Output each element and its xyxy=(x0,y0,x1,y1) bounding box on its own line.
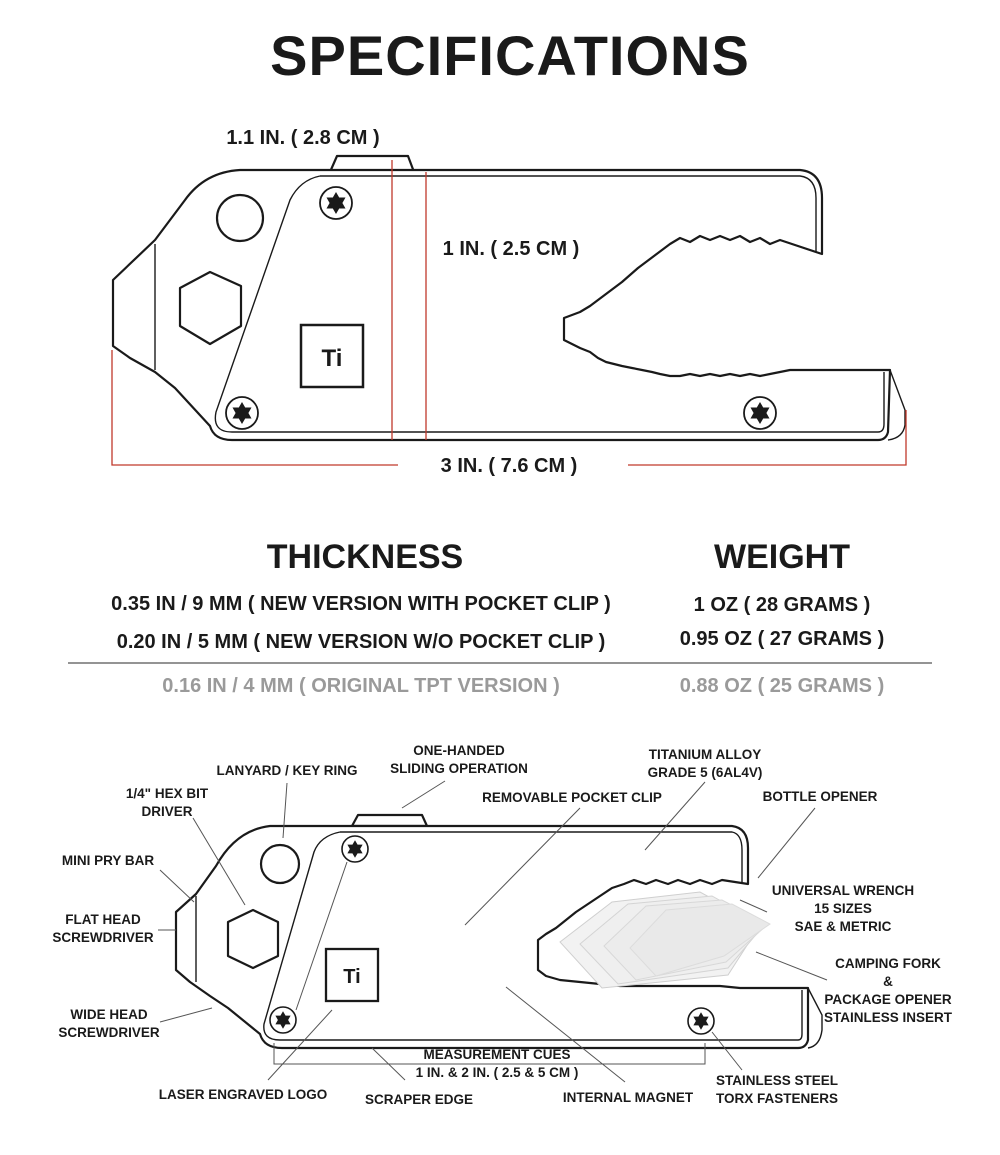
label-fork: & xyxy=(883,974,893,989)
label-wrench: 15 SIZES xyxy=(814,901,872,916)
torx-screw xyxy=(744,397,776,429)
label-hex-driver: 1/4" HEX BIT xyxy=(125,786,209,801)
leader-line xyxy=(402,781,445,808)
label-fork: PACKAGE OPENER xyxy=(824,992,952,1007)
leader-line xyxy=(758,808,815,878)
label-magnet: INTERNAL MAGNET xyxy=(562,1090,694,1105)
leader-line xyxy=(756,952,827,980)
wrench-fan xyxy=(560,892,770,988)
ti-logo: Ti xyxy=(321,345,343,372)
label-one-handed: SLIDING OPERATION xyxy=(390,761,528,776)
clip-tab xyxy=(352,815,427,826)
torx-screw xyxy=(342,836,368,862)
tool-feature-drawing xyxy=(158,781,827,1082)
page-title: SPECIFICATIONS xyxy=(270,24,750,87)
label-hex-driver: DRIVER xyxy=(141,804,193,819)
label-wide-head: SCREWDRIVER xyxy=(58,1025,160,1040)
label-titanium: GRADE 5 (6AL4V) xyxy=(647,765,763,780)
tool-dimension-drawing xyxy=(112,156,906,465)
label-pocket-clip: REMOVABLE POCKET CLIP xyxy=(482,790,662,805)
label-titanium: TITANIUM ALLOY xyxy=(648,747,762,762)
label-bottle-opener: BOTTLE OPENER xyxy=(762,789,878,804)
label-one-handed: ONE-HANDED xyxy=(413,743,505,758)
height-dimension: 1 IN. ( 2.5 CM ) xyxy=(442,238,580,260)
label-wrench: UNIVERSAL WRENCH xyxy=(771,883,915,898)
label-pry-bar: MINI PRY BAR xyxy=(61,853,155,868)
weight-value-original: 0.88 OZ ( 25 GRAMS ) xyxy=(679,675,885,697)
spec-table xyxy=(68,538,932,697)
label-fork: STAINLESS INSERT xyxy=(823,1010,953,1025)
thickness-value-original: 0.16 IN / 4 MM ( ORIGINAL TPT VERSION ) xyxy=(162,675,560,697)
ti-logo: Ti xyxy=(343,966,361,988)
lanyard-hole xyxy=(217,195,263,241)
lanyard-hole xyxy=(261,845,299,883)
label-fork: CAMPING FORK xyxy=(835,956,941,971)
torx-screw xyxy=(688,1008,714,1034)
label-scraper: SCRAPER EDGE xyxy=(364,1092,474,1107)
weight-value: 1 OZ ( 28 GRAMS ) xyxy=(693,594,871,616)
label-measurement: 1 IN. & 2 IN. ( 2.5 & 5 CM ) xyxy=(415,1065,579,1080)
thickness-heading: THICKNESS xyxy=(266,538,464,576)
width-dimension: 1.1 IN. ( 2.8 CM ) xyxy=(226,127,380,149)
hex-driver xyxy=(228,910,278,968)
label-wrench: SAE & METRIC xyxy=(794,919,892,934)
label-flat-head: SCREWDRIVER xyxy=(52,930,154,945)
weight-value: 0.95 OZ ( 27 GRAMS ) xyxy=(679,628,885,650)
torx-screw xyxy=(226,397,258,429)
weight-heading: WEIGHT xyxy=(714,538,850,576)
label-wide-head: WIDE HEAD xyxy=(70,1007,148,1022)
label-torx: TORX FASTENERS xyxy=(715,1091,839,1106)
label-lanyard: LANYARD / KEY RING xyxy=(216,763,358,778)
label-flat-head: FLAT HEAD xyxy=(65,912,141,927)
thickness-value: 0.20 IN / 5 MM ( NEW VERSION W/O POCKET CLIP ) xyxy=(116,631,606,653)
label-laser-logo: LASER ENGRAVED LOGO xyxy=(158,1087,328,1102)
torx-screw xyxy=(320,187,352,219)
torx-screw xyxy=(270,1007,296,1033)
length-dimension: 3 IN. ( 7.6 CM ) xyxy=(440,455,578,477)
leader-line xyxy=(160,1008,212,1022)
label-measurement: MEASUREMENT CUES xyxy=(423,1047,571,1062)
thickness-value: 0.35 IN / 9 MM ( NEW VERSION WITH POCKET CLIP ) xyxy=(111,593,611,615)
label-torx: STAINLESS STEEL xyxy=(715,1073,839,1088)
leader-line xyxy=(160,870,194,902)
scraper-edge xyxy=(808,988,822,1048)
